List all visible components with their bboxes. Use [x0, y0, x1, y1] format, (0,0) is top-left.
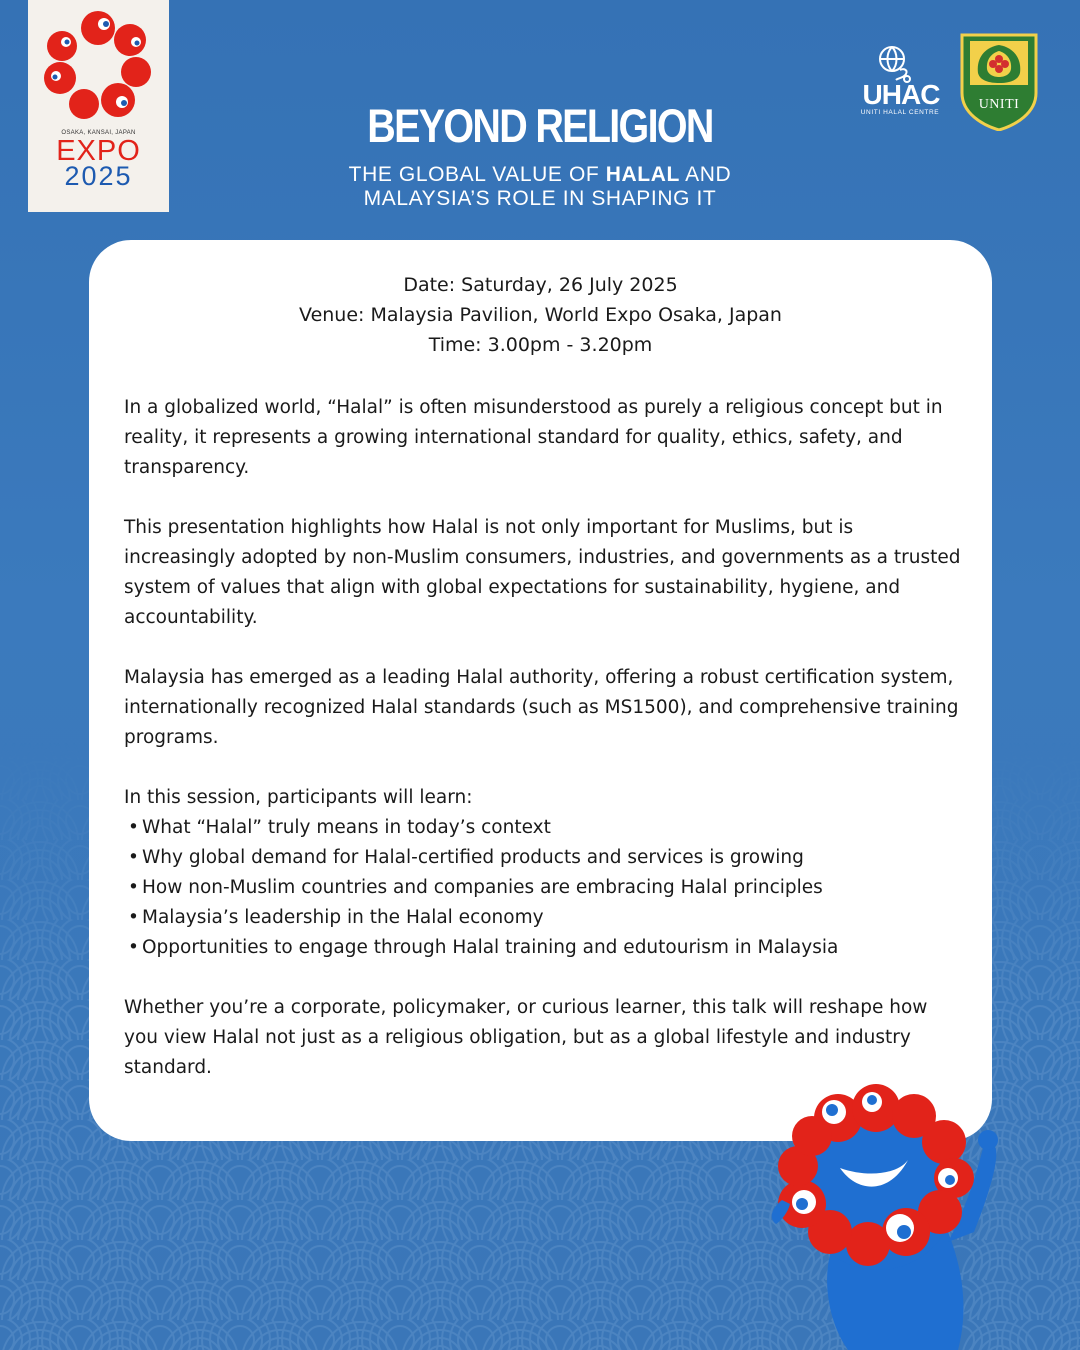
page-subtitle [240, 163, 840, 211]
list-item: • Malaysia’s leadership in the Halal economy [124, 903, 964, 933]
event-venue: Venue: Malaysia Pavilion, World Expo Osaka, Japan [299, 304, 782, 326]
expo-location: OSAKA, KANSAI, JAPAN [61, 130, 136, 136]
list-item: • How non-Muslim countries and companies are embracing Halal principles [124, 873, 964, 903]
page-title: BEYOND RELIGION [367, 99, 713, 152]
uhac-full-name: UNITI HALAL CENTRE [860, 109, 940, 116]
paragraph-presentation: This presentation highlights how Halal is not only important for Muslims, but is increasingly adopted by non-Muslim consumers, industries, and governments as a trusted system of values that align with global expectations for sustainability, hygiene, and accountability. [124, 517, 961, 628]
expo-year: 2025 [64, 161, 133, 191]
paragraph-intro: In a globalized world, “Halal” is often misunderstood as purely a religious concept but in reality, it represents a growing international standard for quality, ethics, safety, and transparency. [124, 397, 943, 478]
event-date: Date: Saturday, 26 July 2025 [403, 274, 678, 296]
list-item: • What “Halal” truly means in today’s context [124, 813, 964, 843]
learn-list [124, 813, 964, 963]
uhac-logo [848, 44, 952, 120]
subtitle-line-2: MALAYSIA’S ROLE IN SHAPING IT [363, 187, 717, 210]
expo-2025-logo [28, 0, 169, 212]
paragraph-malaysia: Malaysia has emerged as a leading Halal authority, offering a robust certification system, internationally recognized Halal standards (such as MS1500), and comprehensive training programs. [124, 667, 959, 748]
uhac-name: UHAC [862, 79, 940, 110]
uniti-name: UNITI [978, 97, 1020, 112]
subtitle-line-1: THE GLOBAL VALUE OF HALAL AND [348, 163, 732, 186]
paragraph-closing: Whether you’re a corporate, policymaker, or curious learner, this talk will reshape how you view Halal not just as a religious obligation, but as a global lifestyle and industry standard. [124, 997, 928, 1078]
globe-hand-icon [876, 44, 916, 84]
event-time: Time: 3.00pm - 3.20pm [428, 334, 653, 356]
expo-ring-logo-icon [38, 6, 158, 126]
mascot [768, 1082, 1008, 1350]
uniti-crest [960, 33, 1038, 131]
info-card [89, 240, 992, 1141]
crest-icon [960, 33, 1038, 131]
expo-word: EXPO [56, 135, 141, 167]
description [124, 393, 964, 1113]
event-details [89, 270, 992, 360]
list-item: • Why global demand for Halal-certified products and services is growing [124, 843, 964, 873]
learn-intro: In this session, participants will learn: [124, 787, 473, 808]
list-item: • Opportunities to engage through Halal training and edutourism in Malaysia [124, 933, 964, 963]
myaku-myaku-mascot-icon [768, 1082, 1008, 1350]
